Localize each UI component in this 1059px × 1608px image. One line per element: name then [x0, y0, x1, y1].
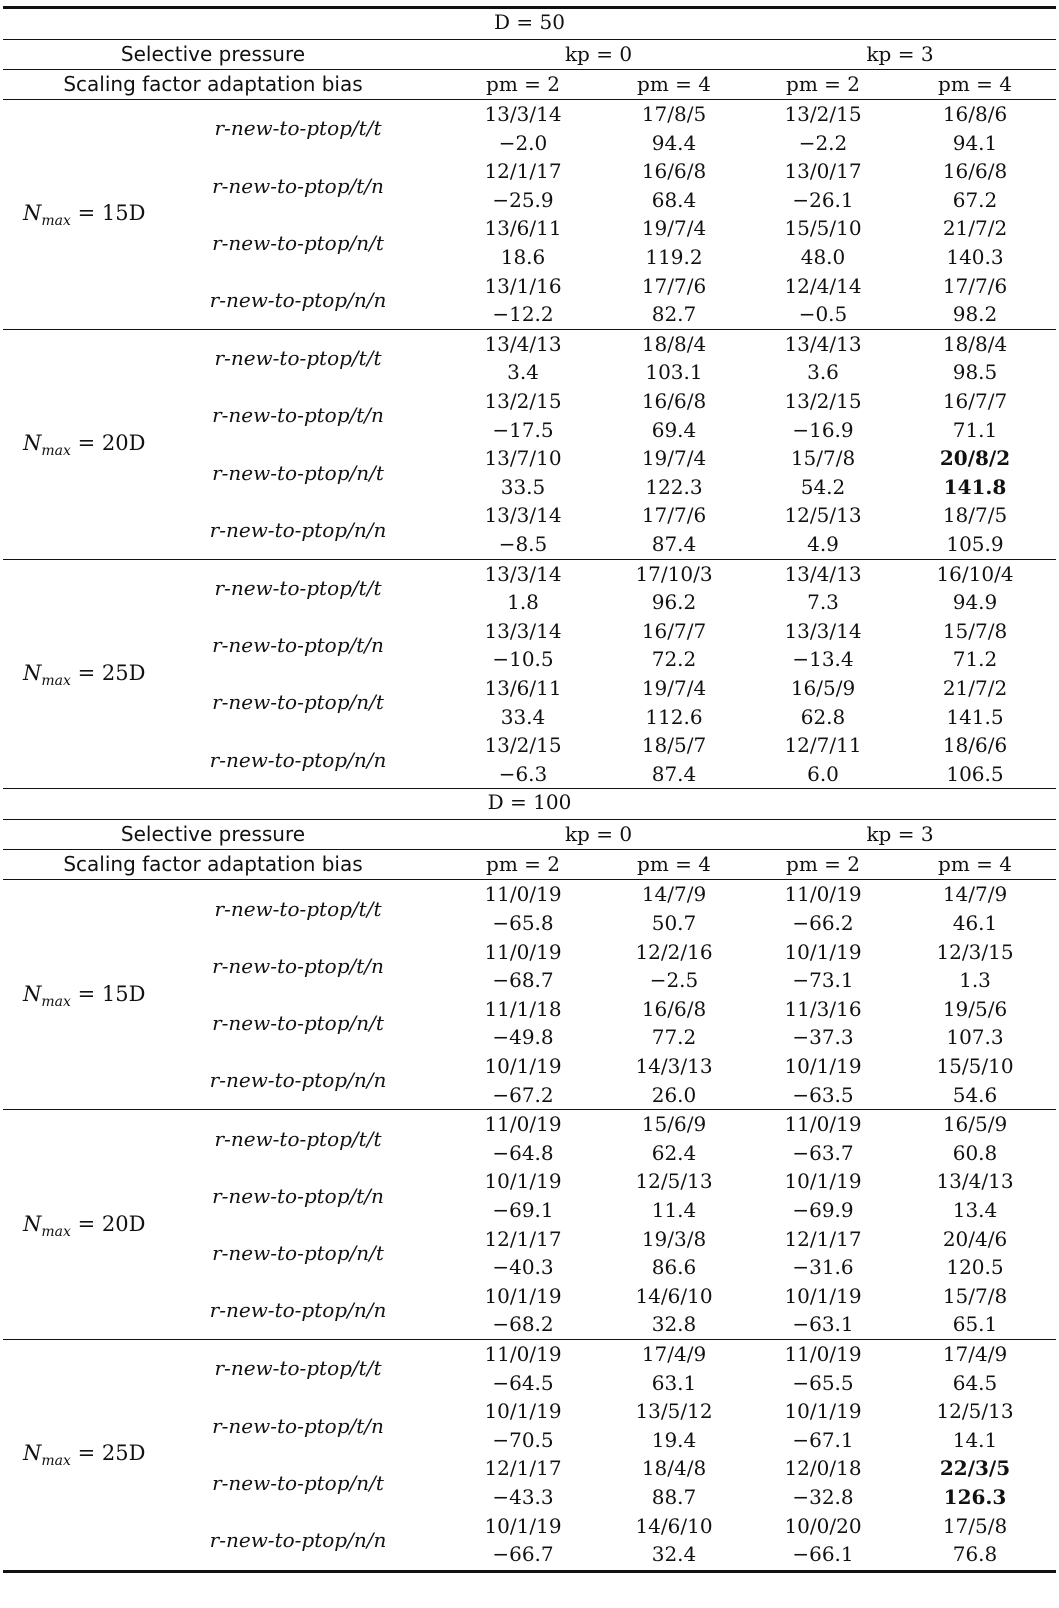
method-label: r-new-to-ptop/t/n: [212, 953, 384, 978]
score-cell: 140.3: [946, 245, 1004, 269]
score-cell: 76.8: [952, 1542, 998, 1567]
win-tie-loss-cell: 13/6/11: [484, 216, 562, 241]
budget-subscript: max: [41, 443, 71, 460]
table-bottom-rule: [3, 1570, 1056, 1573]
win-tie-loss-cell: 16/6/8: [942, 159, 1008, 184]
score-cell: −73.1: [792, 968, 854, 993]
score-cell: 87.4: [651, 532, 697, 556]
win-tie-loss-cell: 19/5/6: [942, 996, 1008, 1021]
score-cell: −63.5: [792, 1082, 854, 1107]
win-tie-loss-cell: 10/1/19: [784, 1054, 862, 1078]
score-cell: −69.9: [792, 1198, 854, 1222]
win-tie-loss-cell: 16/6/8: [641, 159, 707, 184]
score-cell: 103.1: [645, 360, 703, 385]
method-label: r-new-to-ptop/n/t: [212, 690, 384, 715]
budget-symbol: N: [23, 1211, 42, 1236]
budget-group-label: [23, 1210, 145, 1239]
budget-symbol: N: [23, 201, 42, 226]
score-cell: 11.4: [651, 1198, 697, 1222]
kp3-header: kp = 3: [866, 42, 934, 66]
method-label: r-new-to-ptop/n/n: [209, 1298, 387, 1323]
budget-group-label: [23, 980, 145, 1009]
win-tie-loss-cell: 19/7/4: [641, 676, 707, 700]
win-tie-loss-cell: 17/5/8: [942, 1513, 1008, 1538]
score-cell: −63.1: [792, 1312, 854, 1337]
score-cell: 122.3: [645, 474, 703, 499]
score-cell: 68.4: [651, 187, 697, 212]
score-cell: 141.5: [946, 704, 1004, 729]
score-cell: −25.9: [492, 187, 554, 212]
budget-value: = 15D: [70, 201, 146, 226]
win-tie-loss-cell: 16/7/7: [942, 389, 1008, 413]
win-tie-loss-cell: 18/4/8: [641, 1456, 707, 1481]
budget-symbol: N: [23, 431, 42, 456]
score-cell: −64.5: [492, 1370, 554, 1395]
score-cell: 7.3: [807, 590, 839, 615]
budget-value: = 25D: [70, 661, 146, 685]
score-cell: −8.5: [498, 532, 548, 556]
win-tie-loss-cell: 13/4/13: [484, 331, 562, 356]
method-label: r-new-to-ptop/t/t: [214, 346, 382, 371]
score-cell: −2.0: [498, 130, 548, 155]
win-tie-loss-cell: 13/6/11: [484, 676, 562, 700]
win-tie-loss-cell: 11/1/18: [484, 996, 562, 1021]
kp0-header: kp = 0: [564, 42, 633, 66]
budget-symbol: N: [23, 1441, 42, 1466]
win-tie-loss-cell: 21/7/2: [942, 216, 1008, 241]
win-tie-loss-cell: 13/4/13: [784, 561, 862, 586]
win-tie-loss-cell: 13/4/13: [936, 1169, 1014, 1194]
score-cell: 65.1: [952, 1312, 998, 1337]
method-label: r-new-to-ptop/t/n: [212, 403, 384, 428]
win-tie-loss-cell: 17/8/5: [641, 102, 707, 126]
score-cell: −13.4: [792, 647, 854, 672]
win-tie-loss-cell: 17/4/9: [942, 1342, 1008, 1366]
score-cell: 77.2: [651, 1025, 697, 1050]
budget-group-label: [23, 199, 145, 228]
score-cell: 82.7: [651, 302, 697, 327]
score-cell: −63.7: [792, 1140, 854, 1165]
method-label: r-new-to-ptop/n/t: [212, 1011, 384, 1036]
score-cell: 48.0: [800, 245, 846, 269]
win-tie-loss-cell: 20/4/6: [942, 1226, 1008, 1251]
method-label: r-new-to-ptop/n/t: [212, 1240, 384, 1265]
score-cell: 62.8: [800, 704, 846, 729]
win-tie-loss-cell: 10/1/19: [484, 1054, 562, 1078]
win-tie-loss-cell: 17/7/6: [942, 273, 1008, 298]
budget-group-label: [23, 659, 145, 688]
win-tie-loss-cell: 12/5/13: [784, 503, 862, 528]
win-tie-loss-cell: 17/7/6: [641, 503, 707, 528]
score-cell: 87.4: [651, 761, 697, 786]
score-cell: 67.2: [952, 187, 998, 212]
win-tie-loss-cell: 11/0/19: [484, 939, 562, 964]
score-cell: 64.5: [952, 1370, 998, 1395]
score-cell: −68.2: [492, 1312, 554, 1337]
budget-group-label: [23, 429, 145, 458]
score-cell: 32.8: [651, 1312, 697, 1337]
method-label: r-new-to-ptop/t/n: [212, 173, 384, 198]
win-tie-loss-cell: 17/4/9: [641, 1342, 707, 1366]
score-cell: −64.8: [492, 1140, 554, 1165]
score-cell: 62.4: [651, 1140, 697, 1165]
score-cell: 71.1: [952, 417, 998, 442]
score-cell: −16.9: [792, 417, 854, 442]
score-cell: 3.6: [807, 360, 839, 385]
win-tie-loss-cell: 12/4/14: [784, 273, 862, 298]
win-tie-loss-cell: 20/8/2: [939, 446, 1011, 471]
score-cell: −67.1: [792, 1427, 854, 1452]
selective-pressure-label: Selective pressure: [120, 822, 306, 847]
method-label: r-new-to-ptop/n/t: [212, 1470, 384, 1495]
budget-subscript: max: [41, 1223, 71, 1240]
score-cell: −68.7: [492, 968, 554, 993]
scaling-bias-label: Scaling factor adaptation bias: [63, 852, 363, 877]
results-table: [3, 0, 1056, 1608]
win-tie-loss-cell: 16/5/9: [790, 676, 856, 700]
method-label: r-new-to-ptop/t/n: [212, 633, 384, 658]
score-cell: −66.1: [792, 1542, 854, 1567]
score-cell: −32.8: [792, 1485, 854, 1509]
score-cell: 60.8: [952, 1140, 998, 1165]
pm-column-header: pm = 2: [486, 852, 560, 877]
score-cell: 69.4: [651, 417, 697, 442]
win-tie-loss-cell: 12/0/18: [784, 1456, 862, 1481]
score-cell: 86.6: [651, 1255, 697, 1280]
win-tie-loss-cell: 19/3/8: [641, 1226, 707, 1251]
win-tie-loss-cell: 10/0/20: [784, 1513, 862, 1538]
budget-value: = 20D: [70, 1211, 146, 1236]
win-tie-loss-cell: 11/0/19: [484, 882, 562, 907]
win-tie-loss-cell: 13/2/15: [484, 733, 562, 758]
method-label: r-new-to-ptop/n/n: [209, 287, 387, 312]
win-tie-loss-cell: 14/7/9: [641, 882, 707, 907]
win-tie-loss-cell: 15/7/8: [942, 1283, 1008, 1308]
win-tie-loss-cell: 11/3/16: [784, 996, 862, 1021]
kp3-header: kp = 3: [866, 822, 934, 847]
win-tie-loss-cell: 18/5/7: [641, 733, 707, 758]
score-cell: 54.6: [952, 1082, 998, 1107]
budget-subscript: max: [41, 673, 71, 689]
win-tie-loss-cell: 10/1/19: [784, 1283, 862, 1308]
kp0-header: kp = 0: [564, 822, 633, 847]
method-label: r-new-to-ptop/t/t: [214, 116, 382, 141]
win-tie-loss-cell: 14/7/9: [942, 882, 1008, 907]
win-tie-loss-cell: 19/7/4: [641, 216, 707, 241]
score-cell: 106.5: [946, 761, 1004, 786]
selective-pressure-label: Selective pressure: [120, 42, 306, 66]
win-tie-loss-cell: 10/1/19: [484, 1513, 562, 1538]
method-label: r-new-to-ptop/t/n: [212, 1413, 384, 1438]
score-cell: −2.5: [649, 968, 699, 993]
win-tie-loss-cell: 11/0/19: [484, 1342, 562, 1366]
win-tie-loss-cell: 18/8/4: [641, 331, 707, 356]
method-label: r-new-to-ptop/t/n: [212, 1183, 384, 1208]
score-cell: 98.2: [952, 302, 998, 327]
method-label: r-new-to-ptop/n/t: [212, 230, 384, 255]
score-cell: 98.5: [952, 360, 998, 385]
win-tie-loss-cell: 13/3/14: [484, 102, 562, 126]
score-cell: 1.3: [959, 968, 991, 993]
win-tie-loss-cell: 13/2/15: [784, 102, 862, 126]
score-cell: 94.9: [952, 590, 998, 615]
score-cell: 107.3: [946, 1025, 1004, 1050]
win-tie-loss-cell: 10/1/19: [784, 1399, 862, 1424]
win-tie-loss-cell: 13/5/12: [635, 1399, 713, 1424]
win-tie-loss-cell: 13/4/13: [784, 331, 862, 356]
win-tie-loss-cell: 14/3/13: [635, 1054, 713, 1078]
win-tie-loss-cell: 10/1/19: [784, 939, 862, 964]
method-label: r-new-to-ptop/t/t: [214, 575, 382, 600]
score-cell: 112.6: [645, 704, 703, 729]
budget-subscript: max: [41, 993, 71, 1010]
win-tie-loss-cell: 13/3/14: [784, 618, 862, 643]
score-cell: 6.0: [807, 761, 839, 786]
win-tie-loss-cell: 12/2/16: [635, 939, 713, 964]
win-tie-loss-cell: 19/7/4: [641, 446, 707, 471]
score-cell: 96.2: [651, 590, 697, 615]
win-tie-loss-cell: 12/1/17: [484, 1226, 562, 1251]
win-tie-loss-cell: 16/6/8: [641, 389, 707, 413]
win-tie-loss-cell: 11/0/19: [484, 1112, 562, 1137]
scaling-bias-label: Scaling factor adaptation bias: [63, 72, 363, 96]
score-cell: 3.4: [507, 360, 539, 385]
win-tie-loss-cell: 13/7/10: [484, 446, 562, 471]
pm-column-header: pm = 4: [637, 72, 711, 96]
method-label: r-new-to-ptop/n/t: [212, 460, 384, 485]
score-cell: −10.5: [492, 647, 554, 672]
win-tie-loss-cell: 18/8/4: [942, 331, 1008, 356]
win-tie-loss-cell: 13/3/14: [484, 618, 562, 643]
score-cell: −0.5: [798, 302, 848, 327]
score-cell: 94.4: [651, 130, 697, 155]
score-cell: −67.2: [492, 1082, 554, 1107]
win-tie-loss-cell: 16/7/7: [641, 618, 707, 643]
win-tie-loss-cell: 15/5/10: [784, 216, 862, 241]
score-cell: −37.3: [792, 1025, 854, 1050]
win-tie-loss-cell: 12/1/17: [484, 159, 562, 184]
win-tie-loss-cell: 12/7/11: [784, 733, 862, 758]
win-tie-loss-cell: 12/1/17: [784, 1226, 862, 1251]
budget-symbol: N: [23, 661, 42, 685]
pm-column-header: pm = 2: [486, 72, 560, 96]
pm-column-header: pm = 2: [786, 72, 860, 96]
score-cell: −66.7: [492, 1542, 554, 1567]
win-tie-loss-cell: 12/3/15: [936, 939, 1014, 964]
method-label: r-new-to-ptop/n/n: [209, 1068, 387, 1093]
win-tie-loss-cell: 15/5/10: [936, 1054, 1014, 1078]
score-cell: 14.1: [952, 1427, 998, 1452]
score-cell: 13.4: [952, 1198, 998, 1222]
pm-column-header: pm = 4: [938, 852, 1012, 877]
method-label: r-new-to-ptop/t/t: [214, 896, 382, 921]
score-cell: 33.4: [500, 704, 546, 729]
win-tie-loss-cell: 16/5/9: [942, 1112, 1008, 1137]
score-cell: 126.3: [943, 1485, 1007, 1509]
win-tie-loss-cell: 15/6/9: [641, 1112, 707, 1137]
score-cell: −65.5: [792, 1370, 854, 1395]
win-tie-loss-cell: 11/0/19: [784, 1342, 862, 1366]
score-cell: −66.2: [792, 911, 854, 935]
score-cell: −26.1: [792, 187, 854, 212]
win-tie-loss-cell: 12/5/13: [635, 1169, 713, 1194]
win-tie-loss-cell: 11/0/19: [784, 1112, 862, 1137]
budget-subscript: max: [41, 1453, 71, 1470]
win-tie-loss-cell: 22/3/5: [939, 1456, 1011, 1481]
win-tie-loss-cell: 17/10/3: [635, 561, 713, 586]
win-tie-loss-cell: 13/3/14: [484, 503, 562, 528]
budget-value: = 25D: [70, 1441, 146, 1466]
score-cell: 120.5: [946, 1255, 1004, 1280]
score-cell: 88.7: [651, 1485, 697, 1509]
score-cell: 72.2: [651, 647, 697, 672]
score-cell: 63.1: [651, 1370, 697, 1395]
win-tie-loss-cell: 16/8/6: [942, 102, 1008, 126]
score-cell: 4.9: [807, 532, 839, 556]
method-label: r-new-to-ptop/n/n: [209, 1527, 387, 1552]
score-cell: −12.2: [492, 302, 554, 327]
score-cell: −43.3: [492, 1485, 554, 1509]
score-cell: −69.1: [492, 1198, 554, 1222]
score-cell: 19.4: [651, 1427, 697, 1452]
win-tie-loss-cell: 15/7/8: [942, 618, 1008, 643]
win-tie-loss-cell: 16/10/4: [936, 561, 1014, 586]
score-cell: −40.3: [492, 1255, 554, 1280]
dimension-label: D = 100: [487, 790, 572, 815]
win-tie-loss-cell: 17/7/6: [641, 273, 707, 298]
score-cell: 46.1: [952, 911, 998, 935]
budget-subscript: max: [41, 213, 71, 230]
pm-column-header: pm = 4: [938, 72, 1012, 96]
score-cell: −17.5: [492, 417, 554, 442]
score-cell: 26.0: [651, 1082, 697, 1107]
win-tie-loss-cell: 18/7/5: [942, 503, 1008, 528]
score-cell: −31.6: [792, 1255, 854, 1280]
method-label: r-new-to-ptop/n/n: [209, 517, 387, 542]
score-cell: 18.6: [500, 245, 546, 269]
win-tie-loss-cell: 10/1/19: [484, 1399, 562, 1424]
score-cell: 50.7: [651, 911, 697, 935]
score-cell: 54.2: [800, 474, 846, 499]
win-tie-loss-cell: 18/6/6: [942, 733, 1008, 758]
win-tie-loss-cell: 12/1/17: [484, 1456, 562, 1481]
win-tie-loss-cell: 14/6/10: [635, 1513, 713, 1538]
win-tie-loss-cell: 10/1/19: [484, 1283, 562, 1308]
dimension-label: D = 50: [494, 10, 565, 34]
win-tie-loss-cell: 10/1/19: [784, 1169, 862, 1194]
win-tie-loss-cell: 13/1/16: [484, 273, 562, 298]
pm-column-header: pm = 4: [637, 852, 711, 877]
win-tie-loss-cell: 15/7/8: [790, 446, 856, 471]
budget-group-label: [23, 1439, 145, 1468]
win-tie-loss-cell: 13/0/17: [784, 159, 862, 184]
win-tie-loss-cell: 13/2/15: [784, 389, 862, 413]
score-cell: 119.2: [645, 245, 703, 269]
score-cell: −6.3: [498, 761, 548, 786]
score-cell: −2.2: [798, 130, 848, 155]
method-label: r-new-to-ptop/t/t: [214, 1126, 382, 1151]
budget-value: = 15D: [70, 981, 146, 1006]
score-cell: 105.9: [946, 532, 1004, 556]
score-cell: −70.5: [492, 1427, 554, 1452]
pm-column-header: pm = 2: [786, 852, 860, 877]
score-cell: 94.1: [952, 130, 998, 155]
budget-symbol: N: [23, 981, 42, 1006]
score-cell: 71.2: [952, 647, 998, 672]
win-tie-loss-cell: 14/6/10: [635, 1283, 713, 1308]
win-tie-loss-cell: 10/1/19: [484, 1169, 562, 1194]
win-tie-loss-cell: 12/5/13: [936, 1399, 1014, 1424]
win-tie-loss-cell: 13/3/14: [484, 561, 562, 586]
win-tie-loss-cell: 21/7/2: [942, 676, 1008, 700]
score-cell: −49.8: [492, 1025, 554, 1050]
method-label: r-new-to-ptop/n/n: [209, 747, 387, 772]
score-cell: 1.8: [507, 590, 539, 615]
win-tie-loss-cell: 13/2/15: [484, 389, 562, 413]
win-tie-loss-cell: 11/0/19: [784, 882, 862, 907]
win-tie-loss-cell: 16/6/8: [641, 996, 707, 1021]
method-label: r-new-to-ptop/t/t: [214, 1356, 382, 1381]
score-cell: 141.8: [943, 474, 1007, 499]
budget-value: = 20D: [70, 431, 146, 456]
score-cell: −65.8: [492, 911, 554, 935]
score-cell: 32.4: [651, 1542, 697, 1567]
score-cell: 33.5: [500, 474, 546, 499]
